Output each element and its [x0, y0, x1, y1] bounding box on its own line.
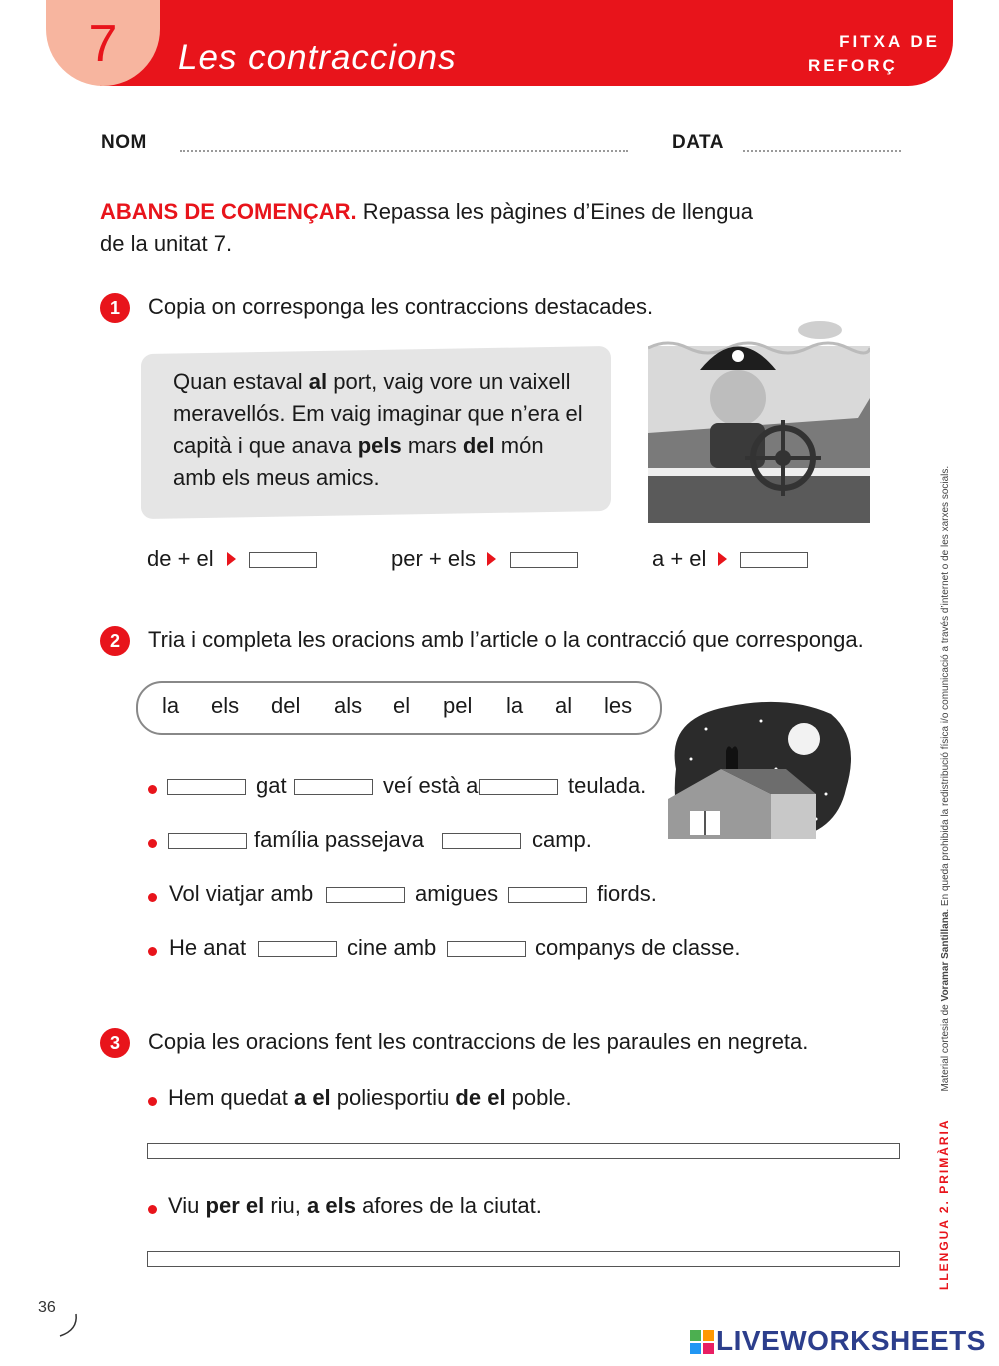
equation-1: de + el [147, 546, 214, 571]
bullet [148, 839, 157, 848]
page-title: Les contraccions [178, 38, 457, 77]
sentence-3-part-b: amigues [415, 881, 499, 906]
answer-blank-de-el[interactable] [249, 552, 317, 568]
word-bank-item: del [271, 693, 301, 718]
bold-contraction: del [462, 433, 495, 458]
word-bank-item: les [604, 693, 633, 718]
answer-blank[interactable] [326, 887, 405, 903]
sentence-3-part-a: Vol viatjar amb [169, 881, 314, 906]
arrow-icon [227, 552, 236, 566]
course-label: LLENGUA 2. PRIMÀRIA [937, 1118, 951, 1290]
pirate-illustration [648, 318, 870, 523]
reading-text-part: mars [401, 433, 463, 458]
answer-blank[interactable] [294, 779, 373, 795]
bullet [148, 947, 157, 956]
name-label: NOM [101, 132, 147, 153]
reading-text-part: meravellós. Em vaig imaginar que n’era el [173, 401, 583, 426]
sentence-4-part-b: cine amb [347, 935, 437, 960]
liveworksheets-brand[interactable]: LIVEWORKSHEETS [716, 1325, 986, 1356]
word-bank-item: als [334, 693, 363, 718]
word-bank-item: els [211, 693, 240, 718]
answer-blank[interactable] [508, 887, 587, 903]
sentence-part: Viu [168, 1193, 206, 1218]
sentence-part: riu, [264, 1193, 308, 1218]
legal-part: . En queda prohibida la redistribució física i/o comunicació a través d’internet o de les xarxes socials. [940, 465, 951, 912]
answer-blank[interactable] [442, 833, 521, 849]
exercise-2-instruction: Tria i completa les oracions amb l’article o la contracció que corresponga. [148, 627, 864, 652]
reading-text-part: món [494, 433, 544, 458]
worksheet-type-line2: REFORÇ [808, 56, 898, 75]
answer-line-2[interactable] [147, 1251, 900, 1267]
reading-text-part: Quan estaval [173, 369, 309, 394]
bullet [148, 893, 157, 902]
reading-text-part: capità i que anava [173, 433, 358, 458]
answer-line-1[interactable] [147, 1143, 900, 1159]
exercise-1-instruction: Copia on corresponga les contraccions destacades. [148, 294, 654, 319]
answer-blank[interactable] [447, 941, 526, 957]
intro-highlight: ABANS DE COMENÇAR. [100, 199, 357, 224]
page-corner-curl-icon [56, 1312, 80, 1338]
date-field[interactable] [743, 150, 901, 152]
sentence-4-part-a: He anat [169, 935, 247, 960]
sentence-1-part-b: veí està a [383, 773, 479, 798]
legal-notice [940, 466, 951, 1092]
sentence-part: poliesportiu [330, 1085, 456, 1110]
worksheet-type-line1: FITXA DE [839, 32, 940, 51]
answer-blank-a-el[interactable] [740, 552, 808, 568]
arrow-icon [487, 552, 496, 566]
worksheet-type [800, 30, 940, 78]
exercise-1-number: 1 [100, 293, 130, 323]
liveworksheets-logo-icon [690, 1330, 714, 1354]
night-cat-illustration [666, 699, 854, 841]
name-field[interactable] [180, 150, 628, 152]
word-bank-item: la [506, 693, 524, 718]
publisher-name: Voramar Santillana [940, 911, 951, 1002]
sentence-1-part-c: teulada. [568, 773, 647, 798]
bold-words: de el [455, 1085, 506, 1110]
exercise-3-instruction: Copia les oracions fent les contraccions de les paraules en negreta. [148, 1029, 809, 1054]
answer-blank[interactable] [258, 941, 337, 957]
answer-blank[interactable] [168, 833, 247, 849]
exercise-3-sentence-1 [168, 1085, 572, 1111]
page-number: 36 [38, 1299, 56, 1316]
bullet [148, 1205, 157, 1214]
bold-contraction: al [308, 369, 328, 394]
answer-blank[interactable] [479, 779, 558, 795]
intro-text [100, 196, 820, 260]
sentence-4-part-c: companys de classe. [535, 935, 741, 960]
reading-text-part: amb els meus amics. [173, 465, 380, 490]
sentence-2-part-a: família passejava [254, 827, 424, 852]
answer-blank[interactable] [167, 779, 246, 795]
intro-line2: de la unitat 7. [100, 231, 233, 256]
word-bank-item: el [393, 693, 411, 718]
bold-contraction: pels [357, 433, 402, 458]
reading-text [173, 366, 593, 494]
bold-words: a el [293, 1085, 331, 1110]
reading-text-part: port, vaig vore un vaixell [327, 369, 571, 394]
exercise-3-sentence-2 [168, 1193, 542, 1219]
answer-blank-per-els[interactable] [510, 552, 578, 568]
exercise-2-number: 2 [100, 626, 130, 656]
word-bank-item: la [162, 693, 180, 718]
sentence-part: poble. [505, 1085, 572, 1110]
sentence-3-part-c: fiords. [597, 881, 657, 906]
equation-3: a + el [652, 546, 707, 571]
bullet [148, 785, 157, 794]
sidebar-credits [935, 466, 953, 1290]
equation-2: per + els [391, 546, 476, 571]
arrow-icon [718, 552, 727, 566]
intro-rest: Repassa les pàgines d’Eines de llengua [356, 199, 753, 224]
sentence-2-part-b: camp. [532, 827, 592, 852]
sentence-part: afores de la ciutat. [355, 1193, 542, 1218]
bullet [148, 1097, 157, 1106]
bold-words: per el [205, 1193, 265, 1218]
unit-number: 7 [88, 15, 118, 73]
date-label: DATA [672, 132, 724, 153]
sentence-part: Hem quedat [168, 1085, 294, 1110]
sentence-1-part-a: gat [256, 773, 287, 798]
word-bank-item: pel [443, 693, 473, 718]
exercise-3-number: 3 [100, 1028, 130, 1058]
word-bank-item: al [555, 693, 573, 718]
legal-part: Material cortesia de [940, 1001, 951, 1092]
bold-words: a els [307, 1193, 356, 1218]
